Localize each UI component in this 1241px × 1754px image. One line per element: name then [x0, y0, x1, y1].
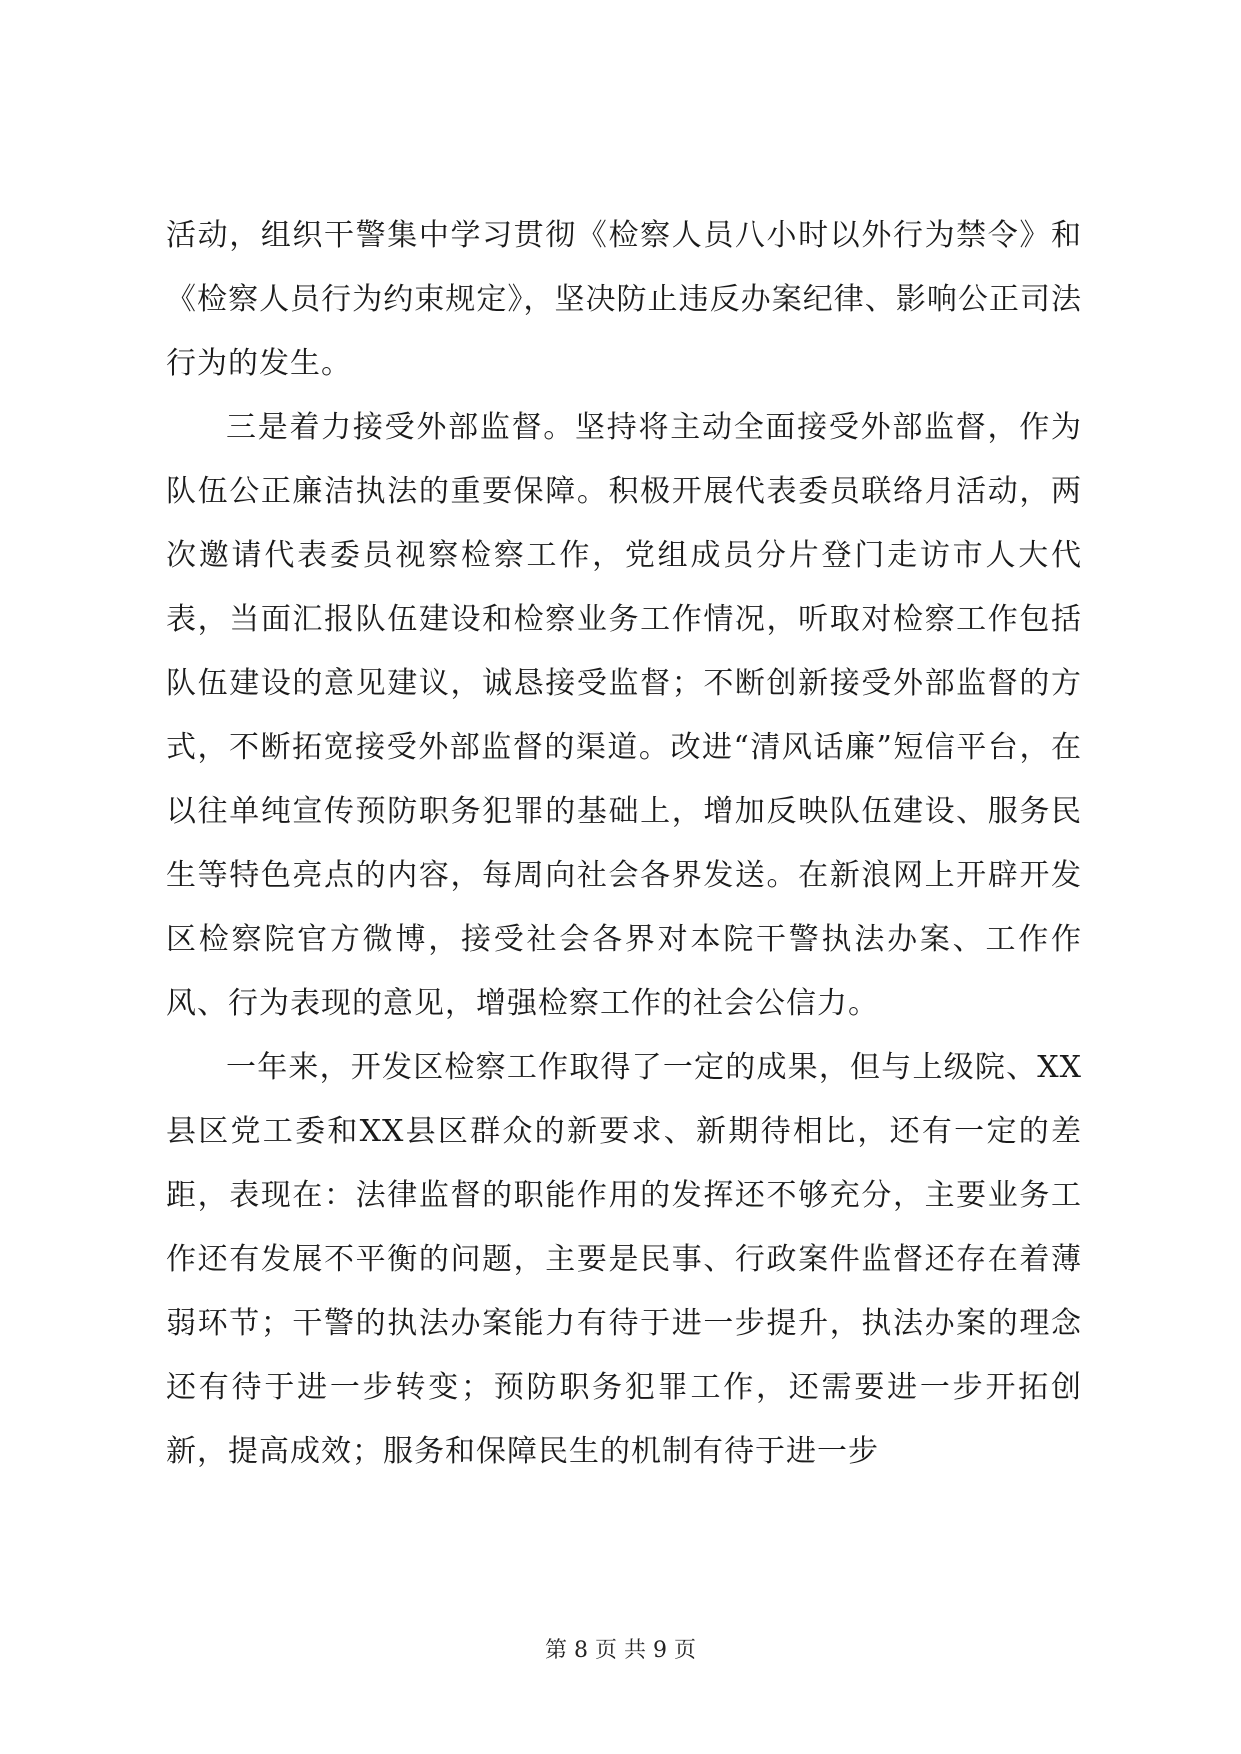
- paragraph-1: 活动，组织干警集中学习贯彻《检察人员八小时以外行为禁令》和《检察人员行为约束规定》，坚决防止违反办案纪律、影响公正司法行为的发生。: [166, 218, 1082, 381]
- paragraph-3: 一年来，开发区检察工作取得了一定的成果，但与上级院、XX县区党工委和XX县区群众的新要求、新期待相比，还有一定的差距，表现在：法律监督的职能作用的发挥还不够充分，主要业务工作还有发展不平衡的问题，主要是民事、行政案件监督还存在着薄弱环节；干警的执法办案能力有待于进一步提升，执法办案的理念还有待于进一步转变；预防职务犯罪工作，还需要进一步开拓创新，提高成效；服务和保障民生的机制有待于进一步: [166, 1050, 1082, 1469]
- page-footer: 第 8 页 共 9 页: [545, 1638, 696, 1663]
- document-body: [166, 204, 1082, 1484]
- paragraph-2: 三是着力接受外部监督。坚持将主动全面接受外部监督，作为队伍公正廉洁执法的重要保障。积极开展代表委员联络月活动，两次邀请代表委员视察检察工作，党组成员分片登门走访市人大代表，当面汇报队伍建设和检察业务工作情况，听取对检察工作包括队伍建设的意见建议，诚恳接受监督；不断创新接受外部监督的方式，不断拓宽接受外部监督的渠道。改进“清风话廉”短信平台，在以往单纯宣传预防职务犯罪的基础上，增加反映队伍建设、服务民生等特色亮点的内容，每周向社会各界发送。在新浪网上开辟开发区检察院官方微博，接受社会各界对本院干警执法办案、工作作风、行为表现的意见，增强检察工作的社会公信力。: [166, 410, 1082, 1021]
